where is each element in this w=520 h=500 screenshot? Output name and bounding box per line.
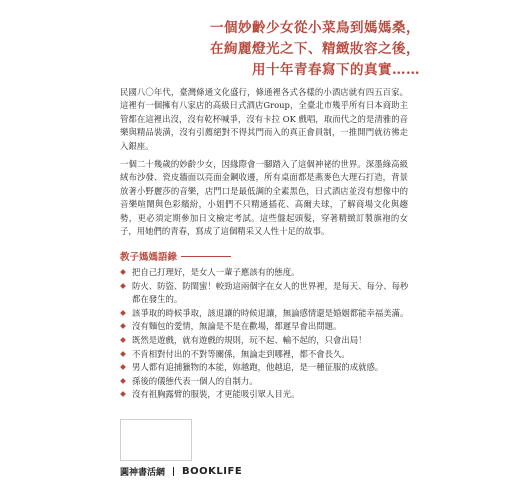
headline (60, 18, 420, 81)
diamond-bullet-icon (120, 391, 127, 398)
headline-line-1: 一個妙齡少女從小菜鳥到媽媽桑， (210, 20, 420, 36)
diamond-bullet-icon (120, 283, 127, 290)
sayings-list (120, 266, 410, 402)
saying-text: 把自己打理好，是女人一輩子應該有的態度。 (132, 267, 300, 277)
list-item (120, 348, 410, 362)
saying-text: 不肯相對付出的不對等關係，無論走到哪裡，都不會長久。 (132, 348, 350, 359)
saying-text: 孫後的儀態代表一個人的自制力。 (132, 375, 258, 386)
saying-text: 沒有麵包的愛情，無論是不是在歡場，都遲早會出問題。 (132, 321, 342, 332)
section-title: 教子媽媽語錄 (120, 252, 178, 263)
synopsis (120, 86, 408, 243)
list-item (120, 361, 410, 375)
publisher-name: 圓神書活網 (120, 468, 166, 478)
list-item (120, 307, 410, 321)
section-divider (181, 256, 231, 257)
synopsis-paragraph-2: 一個二十幾歲的妙齡少女，因緣際會一腳踏入了這個神祕的世界。深墨綠高級絨布沙發、瓷皮牆面以亮面金鋼收邊，所有桌面都是燕麥色大理石打造，背景放著小野麗莎的音樂，店門口是最低調的全素黑色，日式酒店並沒有想像中的音樂喧鬧與色彩繽紛，小姐們不只精通插花、高爾夫球，了解商場文化與趨勢，更必須定期參加日文檢定考試。這些盤起頭髮，穿著精緻訂製旗袍的女子，用她們的青春，寫成了這個精采又人性十足的故事。 (120, 159, 408, 237)
list-item (120, 320, 410, 334)
saying-text: 既然是遊戲，就有遊戲的規則，玩不起、輸不起的，只會出局！ (132, 334, 367, 345)
saying-text: 防火、防盜、防閨蜜！較勁這兩個字在女人的世界裡，是每天、每分、每秒都在發生的。 (132, 280, 409, 305)
diamond-bullet-icon (120, 323, 127, 330)
publisher-brand: BOOKLIFE (182, 466, 243, 477)
diamond-bullet-icon (120, 378, 127, 385)
diamond-bullet-icon (120, 364, 127, 371)
list-item (120, 388, 410, 402)
saying-text: 男人都有追捕獵物的本能，妳越跑，他越追，是一種征服的成就感。 (132, 362, 384, 373)
saying-text: 該爭取的時候爭取，該退讓的時候退讓，無論感情還是婚姻都能幸福美滿。 (132, 307, 409, 318)
diamond-bullet-icon (120, 351, 127, 358)
saying-text: 沒有祖胸露臂的服裝，才更能吸引眾人目光。 (132, 389, 300, 400)
section-heading (120, 249, 231, 263)
synopsis-paragraph-1: 民國八〇年代，臺灣條通文化盛行，條通裡各式各樣的小酒店就有四五百家。這裡有一個擁有八家店的高級日式酒店Group，全臺北市幾乎所有日本商助主管都在這裡出沒，沒有乾杯喊爭，沒有卡拉 OK 戲唱，取而代之的是清雅的音樂與精品裝潢，沒有引薦絕對不得其門而入的真正會員制，一推開門就彷彿走入銀座。 (120, 87, 408, 151)
diamond-bullet-icon (120, 269, 127, 276)
list-item (120, 280, 410, 307)
headline-line-3: 用十年青春寫下的真實…… (252, 62, 420, 78)
barcode-box (120, 419, 192, 461)
diamond-bullet-icon (120, 310, 127, 317)
publisher-separator (173, 467, 174, 476)
publisher-logo (120, 465, 242, 478)
list-item (120, 375, 410, 389)
list-item (120, 334, 410, 348)
diamond-bullet-icon (120, 337, 127, 344)
list-item (120, 266, 410, 280)
headline-line-2: 在絢麗燈光之下、精緻妝容之後， (210, 41, 420, 57)
